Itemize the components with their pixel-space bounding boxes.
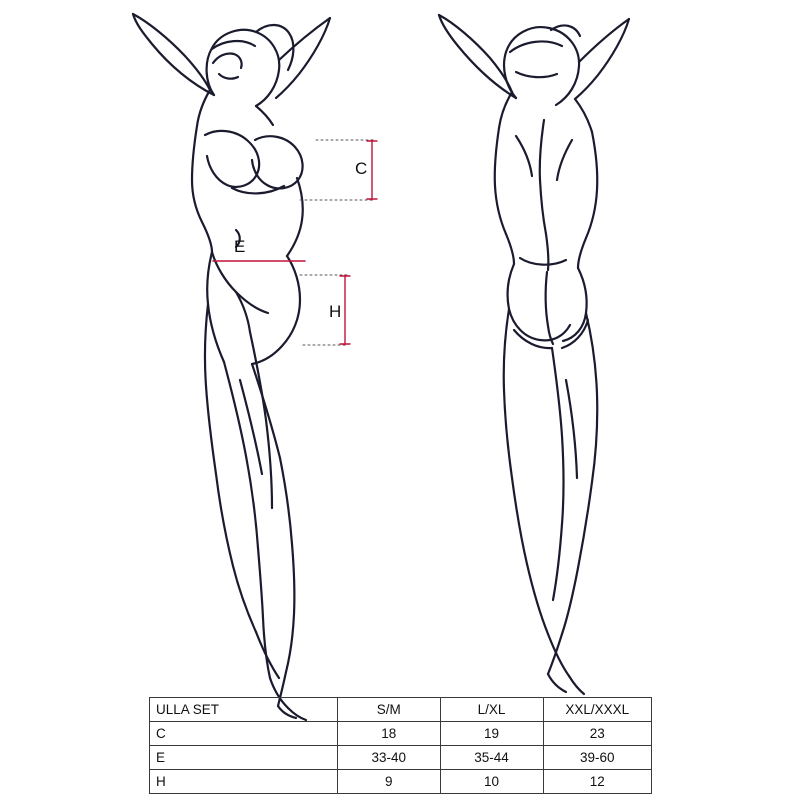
- front-view-female-silhouette: [133, 14, 330, 720]
- row-label-e: E: [150, 746, 338, 770]
- row-c-value-xxl: 23: [543, 722, 651, 746]
- row-c-value-sm: 18: [338, 722, 440, 746]
- table-header-size-1: S/M: [338, 698, 440, 722]
- table-row: [150, 722, 652, 746]
- row-label-c: C: [150, 722, 338, 746]
- table-row: [150, 770, 652, 794]
- table-header-size-3: XXL/XXXL: [543, 698, 651, 722]
- row-h-value-xxl: 12: [543, 770, 651, 794]
- row-h-value-lxl: 10: [440, 770, 543, 794]
- row-h-value-sm: 9: [338, 770, 440, 794]
- table-header-name: ULLA SET: [150, 698, 338, 722]
- back-view-female-silhouette: [439, 15, 629, 694]
- measurement-label-h: H: [329, 302, 342, 321]
- table-header-size-2: L/XL: [440, 698, 543, 722]
- row-e-value-xxl: 39-60: [543, 746, 651, 770]
- table-row: [150, 746, 652, 770]
- row-e-value-sm: 33-40: [338, 746, 440, 770]
- row-e-value-lxl: 35-44: [440, 746, 543, 770]
- table-header-row: [150, 698, 652, 722]
- measurement-label-e: E: [234, 237, 246, 256]
- row-label-h: H: [150, 770, 338, 794]
- row-c-value-lxl: 19: [440, 722, 543, 746]
- size-chart-table: [149, 697, 652, 794]
- measurement-label-c: C: [355, 159, 368, 178]
